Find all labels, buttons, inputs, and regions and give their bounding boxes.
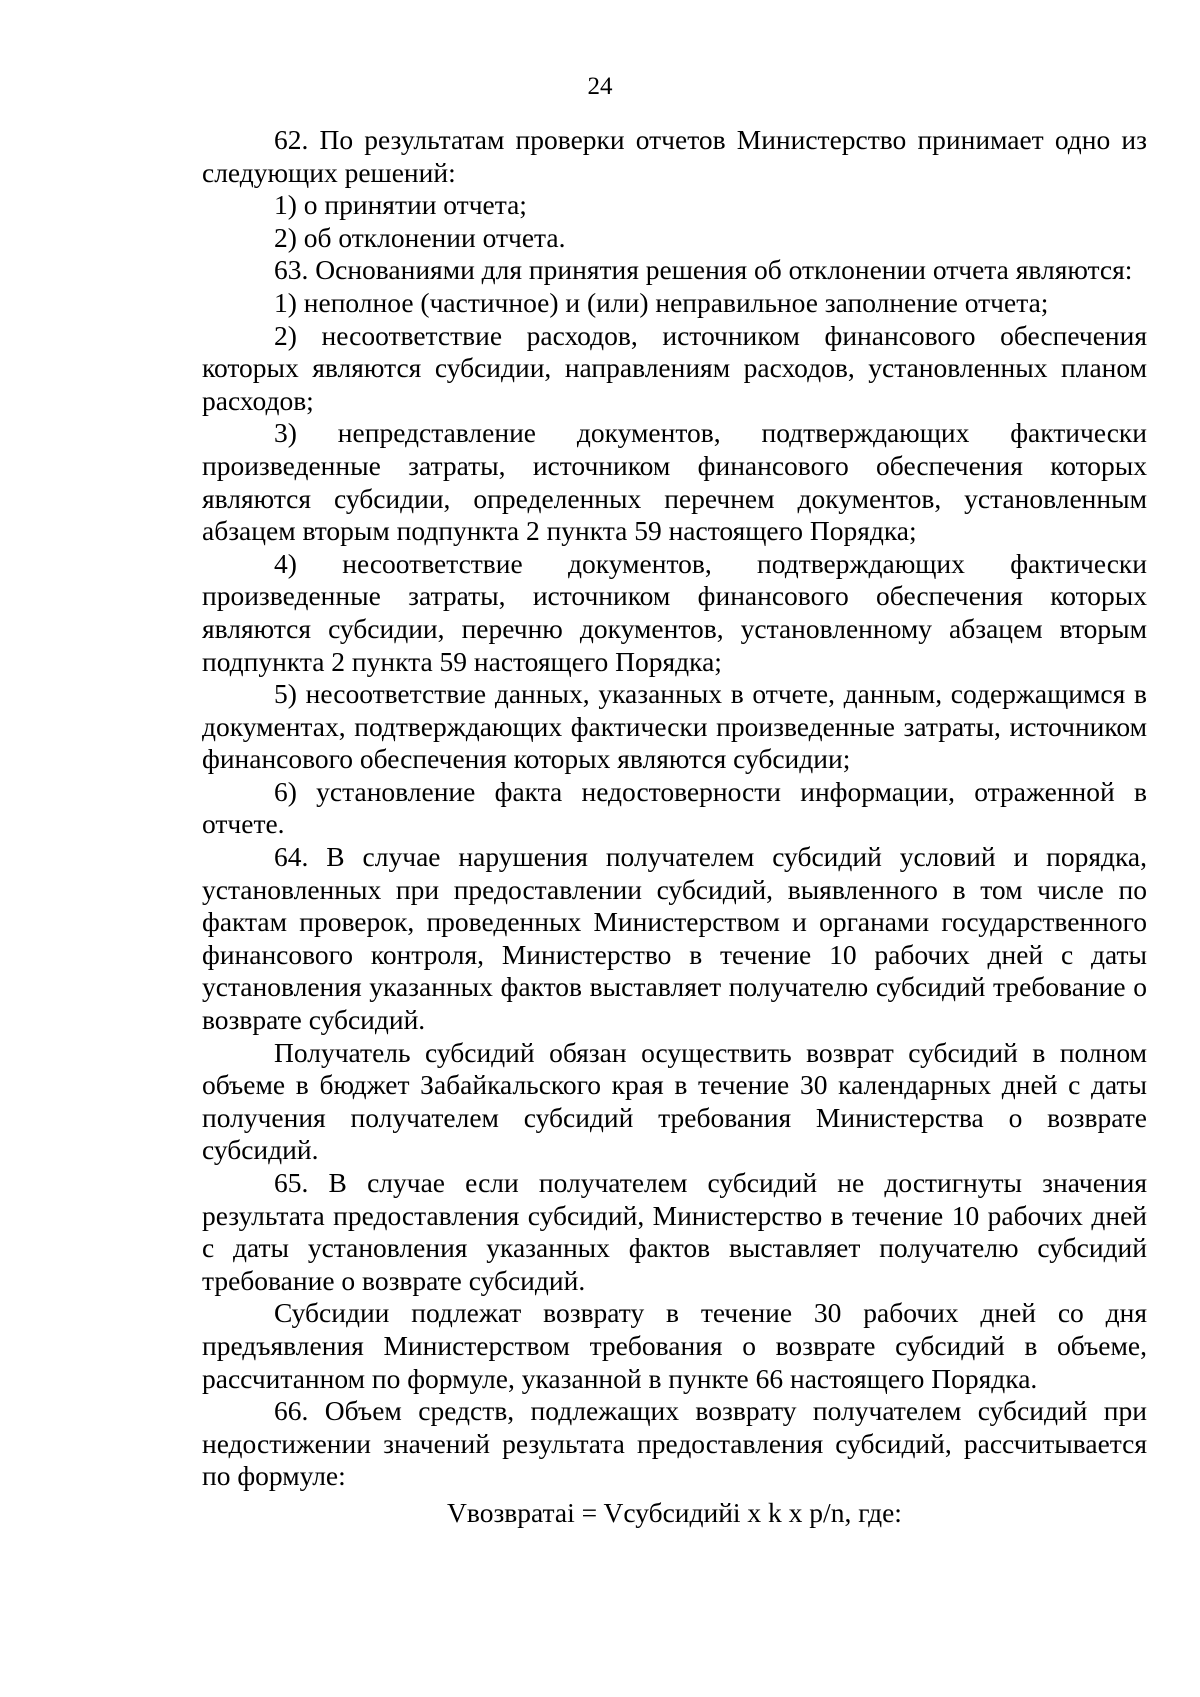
document-body	[202, 124, 1147, 1530]
list-item-63-6: 6) установление факта недостоверности информации, отраженной в отчете.	[202, 775, 1147, 840]
list-item-62-1: 1) о принятии отчета;	[274, 189, 527, 221]
paragraph-65-return: Субсидии подлежат возврату в течение 30 рабочих дней со дня предъявления Министерством требования о возврате субсидий в объеме, рассчитанном по формуле, указанной в пункте 66 настоящего Порядка.	[202, 1297, 1147, 1394]
paragraph-64-return: Получатель субсидий обязан осуществить возврат субсидий в полном объеме в бюджет Забайкальского края в течение 30 календарных дней с даты получения получателем субсидий требования Министерства о возврате субсидий.	[202, 1036, 1147, 1166]
paragraph-62: 62. По результатам проверки отчетов Министерство принимает одно из следующих решений:	[202, 124, 1147, 188]
paragraph-64: 64. В случае нарушения получателем субсидий условий и порядка, установленных при предоставлении субсидий, выявленного в том числе по фактам проверок, проведенных Министерством и органами государственного финансового контроля, Министерство в течение 10 рабочих дней с даты установления указанных фактов выставляет получателю субсидий требование о возврате субсидий.	[202, 841, 1147, 1036]
list-item-62-2: 2) об отклонении отчета.	[274, 221, 566, 253]
formula: Vвозвратаi = Vсубсидийi x k x p/n, где:	[447, 1496, 902, 1528]
list-item-63-5: 5) несоответствие данных, указанных в отчете, данным, содержащимся в документах, подтверждающих фактически произведенные затраты, источником финансового обеспечения которых являются субсидии;	[202, 678, 1147, 775]
paragraph-66: 66. Объем средств, подлежащих возврату получателем субсидий при недостижении значений результата предоставления субсидий, рассчитывается по формуле:	[202, 1395, 1147, 1492]
list-item-63-1: 1) неполное (частичное) и (или) неправильное заполнение отчета;	[274, 286, 1049, 318]
page-number: 24	[587, 73, 613, 100]
paragraph-65: 65. В случае если получателем субсидий не достигнуты значения результата предоставления субсидий, Министерство в течение 10 рабочих дней с даты установления указанных фактов выставляет получателю субсидий требование о возврате субсидий.	[202, 1167, 1147, 1296]
list-item-63-2: 2) несоответствие расходов, источником финансового обеспечения которых являются субсидии, направлениям расходов, установленных планом расходов;	[202, 319, 1147, 416]
paragraph-63: 63. Основаниями для принятия решения об отклонении отчета являются:	[274, 254, 1133, 286]
list-item-63-3: 3) непредставление документов, подтверждающих фактически произведенные затраты, источником финансового обеспечения которых являются субсидии, определенных перечнем документов, установленным абзацем вторым подпункта 2 пункта 59 настоящего Порядка;	[202, 417, 1147, 547]
list-item-63-4: 4) несоответствие документов, подтверждающих фактически произведенные затраты, источником финансового обеспечения которых являются субсидии, перечню документов, установленному абзацем вторым подпункта 2 пункта 59 настоящего Порядка;	[202, 547, 1147, 677]
